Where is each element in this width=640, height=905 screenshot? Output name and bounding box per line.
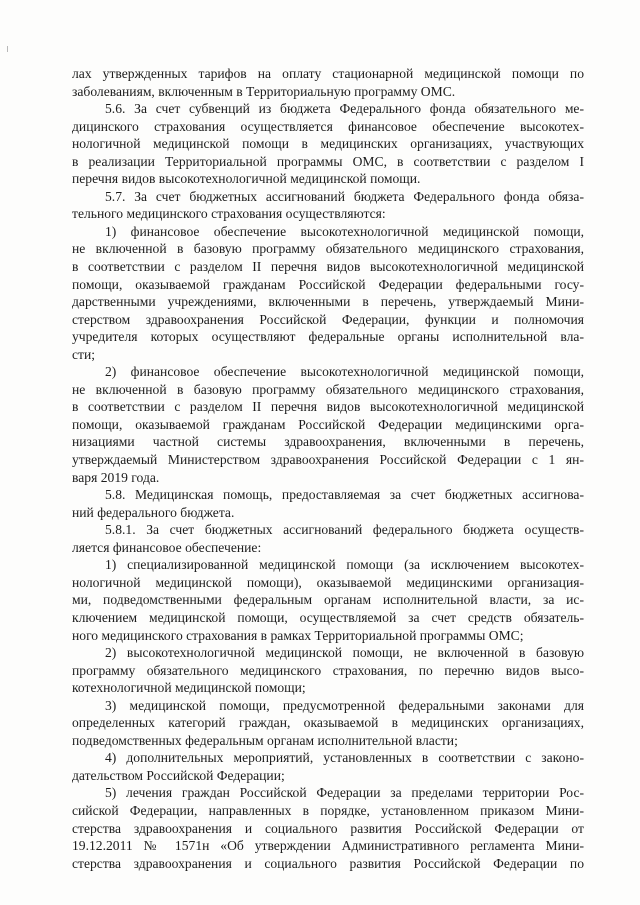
text-line: определенных категорий граждан, оказываемой в медицинских организациях,	[72, 715, 584, 731]
text-line: подведомственных федеральным органам исполнительной власти;	[72, 732, 458, 748]
text-line: не включенной в базовую программу обязательного медицинского страхования,	[72, 381, 584, 397]
text-line: дательством Российской Федерации;	[72, 767, 285, 783]
text-line: 5.8. Медицинская помощь, предоставляемая за счет бюджетных ассигнова-	[105, 487, 584, 503]
text-line: 5.8.1. За счет бюджетных ассигнований федерального бюджета осуществ-	[105, 522, 584, 538]
text-line: учредителя которых осуществляют федеральные органы исполнительной вла-	[72, 329, 584, 345]
text-line: дарственными учреждениями, включенными в перечень, утверждаемый Мини-	[72, 294, 584, 310]
text-line: дицинского страхования осуществляется финансовое обеспечение высокотех-	[72, 118, 584, 134]
text-line: 1) специализированной медицинской помощи (за исключением высокотех-	[105, 557, 584, 573]
text-line: сти;	[72, 346, 96, 362]
text-line: заболеваниям, включенным в Территориальную программу ОМС.	[72, 83, 456, 99]
text-line: 19.12.2011 № 1571н «Об утверждении Административного регламента Мини-	[72, 838, 584, 854]
text-line: 5.7. За счет бюджетных ассигнований бюджета Федерального фонда обяза-	[105, 188, 584, 204]
text-line: 3) медицинской помощи, предусмотренной федеральными законами для	[105, 697, 584, 713]
text-line: ляется финансовое обеспечение:	[72, 539, 262, 555]
text-line: ний федерального бюджета.	[72, 504, 235, 520]
text-line: нологичной медицинской помощи в медицинских организациях, участвующих	[72, 136, 584, 152]
text-line: стерства здравоохранения и социального развития Российской Федерации по	[72, 855, 584, 871]
text-line: ключением медицинской помощи, осуществляемой за счет средств обязатель-	[72, 609, 584, 625]
text-line: стерством здравоохранения Российской Федерации, функции и полномочия	[72, 311, 584, 327]
text-line: в соответствии с разделом II перечня видов высокотехнологичной медицинской	[72, 399, 584, 415]
text-line: утверждаемый Министерством здравоохранения Российской Федерации с 1 ян-	[72, 452, 584, 468]
text-line: варя 2019 года.	[72, 469, 160, 485]
text-line: стерства здравоохранения и социального развития Российской Федерации от	[72, 820, 584, 836]
text-line: в реализации Территориальной программы ОМС, в соответствии с разделом I	[72, 153, 584, 169]
scan-artifact	[7, 46, 8, 52]
text-line: 2) финансовое обеспечение высокотехнологичной медицинской помощи,	[105, 364, 584, 380]
text-line: 4) дополнительных мероприятий, установленных в соответствии с законо-	[105, 750, 584, 766]
text-line: программу обязательного медицинского страхования, по перечню видов высо-	[72, 662, 584, 678]
text-line: 5.6. За счет субвенций из бюджета Федерального фонда обязательного ме-	[105, 101, 584, 117]
text-line: ми, подведомственными федеральным органам исполнительной власти, за ис-	[72, 592, 584, 608]
text-line: нологичной медицинской помощи), оказываемой медицинскими организация-	[72, 574, 584, 590]
text-line: перечня видов высокотехнологичной медицинской помощи.	[72, 171, 421, 187]
document-body	[72, 65, 584, 872]
text-line: низациями частной системы здравоохранения, включенными в перечень,	[72, 434, 584, 450]
text-line: лах утвержденных тарифов на оплату стационарной медицинской помощи по	[72, 66, 584, 81]
text-line: сийской Федерации, направленных в порядке, установленном приказом Мини-	[72, 802, 584, 818]
text-line: помощи, оказываемой гражданам Российской Федерации медицинскими орга-	[72, 416, 584, 432]
text-line: тельного медицинского страхования осуществляются:	[72, 206, 386, 222]
text-line: 5) лечения граждан Российской Федерации за пределами территории Рос-	[105, 785, 584, 801]
text-line: 2) высокотехнологичной медицинской помощи, не включенной в базовую	[105, 645, 584, 661]
text-line: помощи, оказываемой гражданам Российской Федерации федеральными госу-	[72, 276, 584, 292]
text-line: ного медицинского страхования в рамках Территориальной программы ОМС;	[72, 627, 524, 643]
text-line: в соответствии с разделом II перечня видов высокотехнологичной медицинской	[72, 259, 584, 275]
text-line: котехнологичной медицинской помощи;	[72, 680, 306, 696]
text-line: не включенной в базовую программу обязательного медицинского страхования,	[72, 241, 584, 257]
text-line: 1) финансовое обеспечение высокотехнологичной медицинской помощи,	[105, 223, 584, 239]
